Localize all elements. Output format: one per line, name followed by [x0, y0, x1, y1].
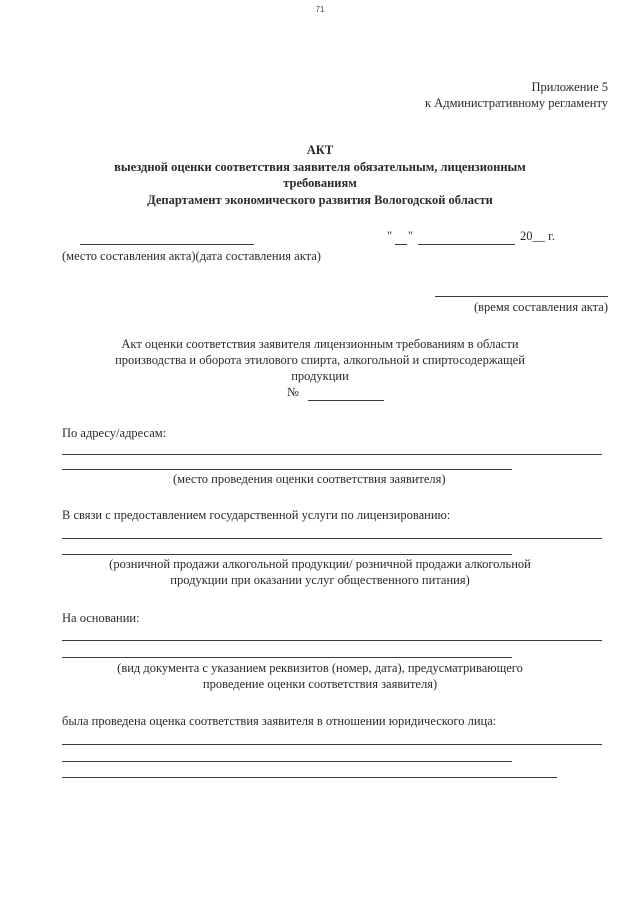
assessment-blank-line-1: [62, 744, 602, 745]
basis-caption-line1: (вид документа с указанием реквизитов (номер, дата), предусматривающего: [117, 661, 523, 675]
act-subtitle-line1: Акт оценки соответствия заявителя лицензионным требованиям в области: [121, 337, 519, 351]
place-blank-line: [80, 244, 254, 245]
appendix-number: Приложение 5: [531, 80, 608, 94]
act-subtitle-line3: продукции: [291, 369, 349, 383]
assessment-blank-line-3: [62, 777, 557, 778]
assessment-label: была проведена оценка соответствия заявителя в отношении юридического лица:: [62, 714, 497, 728]
address-caption: (место проведения оценки соответствия заявителя): [173, 472, 446, 486]
year-text: 20__ г.: [520, 229, 555, 243]
act-heading-line1: выездной оценки соответствия заявителя обязательным, лицензионным: [114, 160, 526, 174]
act-heading-line2: требованиям: [283, 176, 357, 190]
address-label: По адресу/адресам:: [62, 426, 167, 440]
month-blank-line: [418, 244, 515, 245]
service-blank-line-2: [62, 554, 512, 555]
page-number: 71: [315, 5, 325, 14]
day-blank-line: [395, 244, 407, 245]
service-caption-line1: (розничной продажи алкогольной продукции/ розничной продажи алкогольной: [109, 557, 531, 571]
quote-close: ": [408, 229, 414, 243]
act-subtitle-line2: производства и оборота этилового спирта, алкогольной и спиртосодержащей: [115, 353, 525, 367]
basis-label: На основании:: [62, 611, 140, 625]
basis-blank-line-2: [62, 657, 512, 658]
time-blank-line: [435, 296, 608, 297]
service-caption-line2: продукции при оказании услуг общественного питания): [170, 573, 470, 587]
service-label: В связи с предоставлением государственной услуги по лицензированию:: [62, 508, 451, 522]
quote-open: ": [387, 229, 393, 243]
assessment-blank-line-2: [62, 761, 512, 762]
appendix-regulation: к Административному регламенту: [424, 96, 608, 110]
act-number-blank-line: [308, 400, 384, 401]
service-blank-line-1: [62, 538, 602, 539]
department-name: Департамент экономического развития Вологодской области: [147, 193, 493, 207]
act-number-label: №: [287, 385, 299, 399]
address-blank-line-1: [62, 454, 602, 455]
place-date-caption: (место составления акта)(дата составления акта): [62, 249, 321, 263]
basis-blank-line-1: [62, 640, 602, 641]
address-blank-line-2: [62, 469, 512, 470]
act-title: АКТ: [306, 143, 334, 157]
time-caption: (время составления акта): [473, 300, 608, 314]
basis-caption-line2: проведение оценки соответствия заявителя): [202, 677, 438, 691]
